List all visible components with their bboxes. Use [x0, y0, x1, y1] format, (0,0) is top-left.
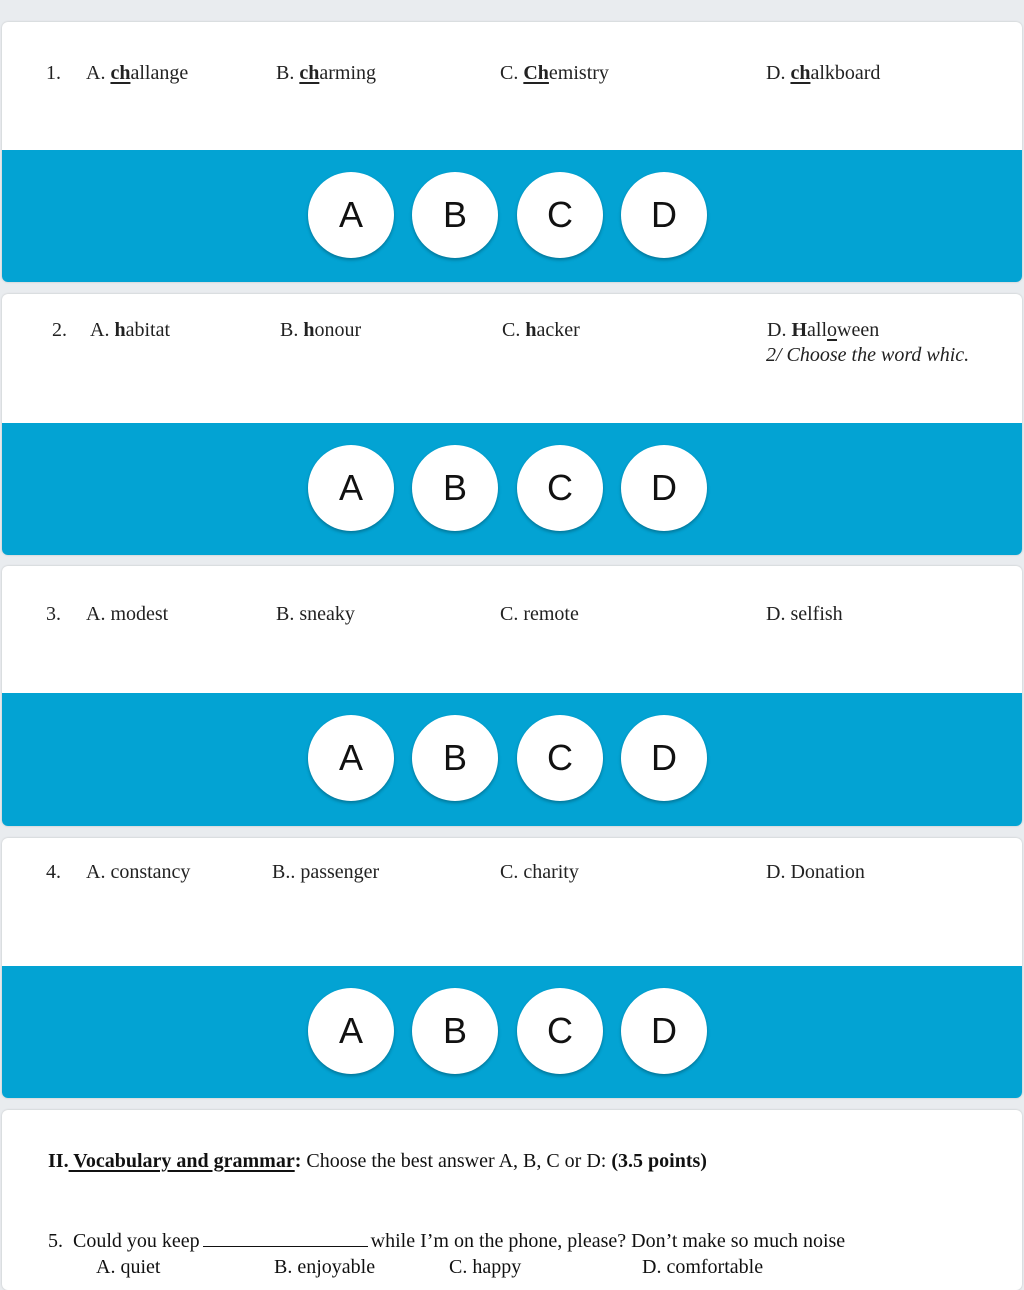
option-b: B.. passenger — [272, 861, 380, 883]
answer-d-button[interactable]: D — [621, 172, 707, 258]
question-row-4 — [2, 861, 1022, 887]
option-a: A. modest — [86, 603, 169, 625]
answer-band-1 — [2, 150, 1022, 282]
option-c: C. hacker — [502, 319, 580, 341]
answer-a-button[interactable]: A — [308, 172, 394, 258]
option-c: C. charity — [500, 861, 579, 883]
section-card-vocabulary — [2, 1110, 1022, 1290]
answer-d-button[interactable]: D — [621, 445, 707, 531]
answer-a-button[interactable]: A — [308, 988, 394, 1074]
option-a: A. quiet — [96, 1256, 161, 1278]
answer-d-button[interactable]: D — [621, 988, 707, 1074]
answer-d-button[interactable]: D — [621, 715, 707, 801]
option-d: D. Donation — [766, 861, 865, 883]
option-d: D. Halloween — [767, 319, 880, 341]
question-text-before: Could you keep — [73, 1230, 200, 1252]
option-d: D. selfish — [766, 603, 843, 625]
section-heading: II. Vocabulary and grammar: Choose the best answer A, B, C or D: (3.5 points) — [48, 1150, 707, 1172]
answer-b-button[interactable]: B — [412, 445, 498, 531]
answer-a-button[interactable]: A — [308, 715, 394, 801]
answer-b-button[interactable]: B — [412, 715, 498, 801]
question-row-3 — [2, 603, 1022, 629]
option-b: B. honour — [280, 319, 362, 341]
option-b: B. charming — [276, 62, 376, 84]
instruction-fragment: 2/ Choose the word whic. — [766, 344, 970, 366]
option-d: D. chalkboard — [766, 62, 881, 84]
question-number: 2. — [52, 319, 67, 341]
answer-b-button[interactable]: B — [412, 988, 498, 1074]
option-a: A. constancy — [86, 861, 191, 883]
answer-c-button[interactable]: C — [517, 445, 603, 531]
question-row-1 — [2, 62, 1022, 88]
question-number: 1. — [46, 62, 61, 84]
question-5 — [48, 1230, 845, 1253]
answer-c-button[interactable]: C — [517, 172, 603, 258]
option-d: D. comfortable — [642, 1256, 764, 1278]
option-c: C. happy — [449, 1256, 522, 1278]
question-card-3 — [2, 566, 1022, 826]
question-card-1 — [2, 22, 1022, 282]
answer-a-button[interactable]: A — [308, 445, 394, 531]
question-number: 3. — [46, 603, 61, 625]
option-b: B. sneaky — [276, 603, 355, 625]
question-number: 4. — [46, 861, 61, 883]
answer-band-3 — [2, 693, 1022, 826]
option-c: C. Chemistry — [500, 62, 609, 84]
question-card-4 — [2, 838, 1022, 1098]
question-row-2 — [2, 319, 1022, 345]
answer-c-button[interactable]: C — [517, 715, 603, 801]
answer-b-button[interactable]: B — [412, 172, 498, 258]
answer-blank — [203, 1232, 368, 1247]
option-c: C. remote — [500, 603, 579, 625]
question-text-after: while I’m on the phone, please? Don’t make so much noise — [370, 1230, 846, 1252]
question-card-2 — [2, 294, 1022, 555]
answer-c-button[interactable]: C — [517, 988, 603, 1074]
answer-band-4 — [2, 966, 1022, 1098]
answer-band-2 — [2, 423, 1022, 555]
question-number: 5. — [48, 1230, 63, 1252]
option-a: A. challange — [86, 62, 189, 84]
option-b: B. enjoyable — [274, 1256, 376, 1278]
option-a: A. habitat — [90, 319, 171, 341]
